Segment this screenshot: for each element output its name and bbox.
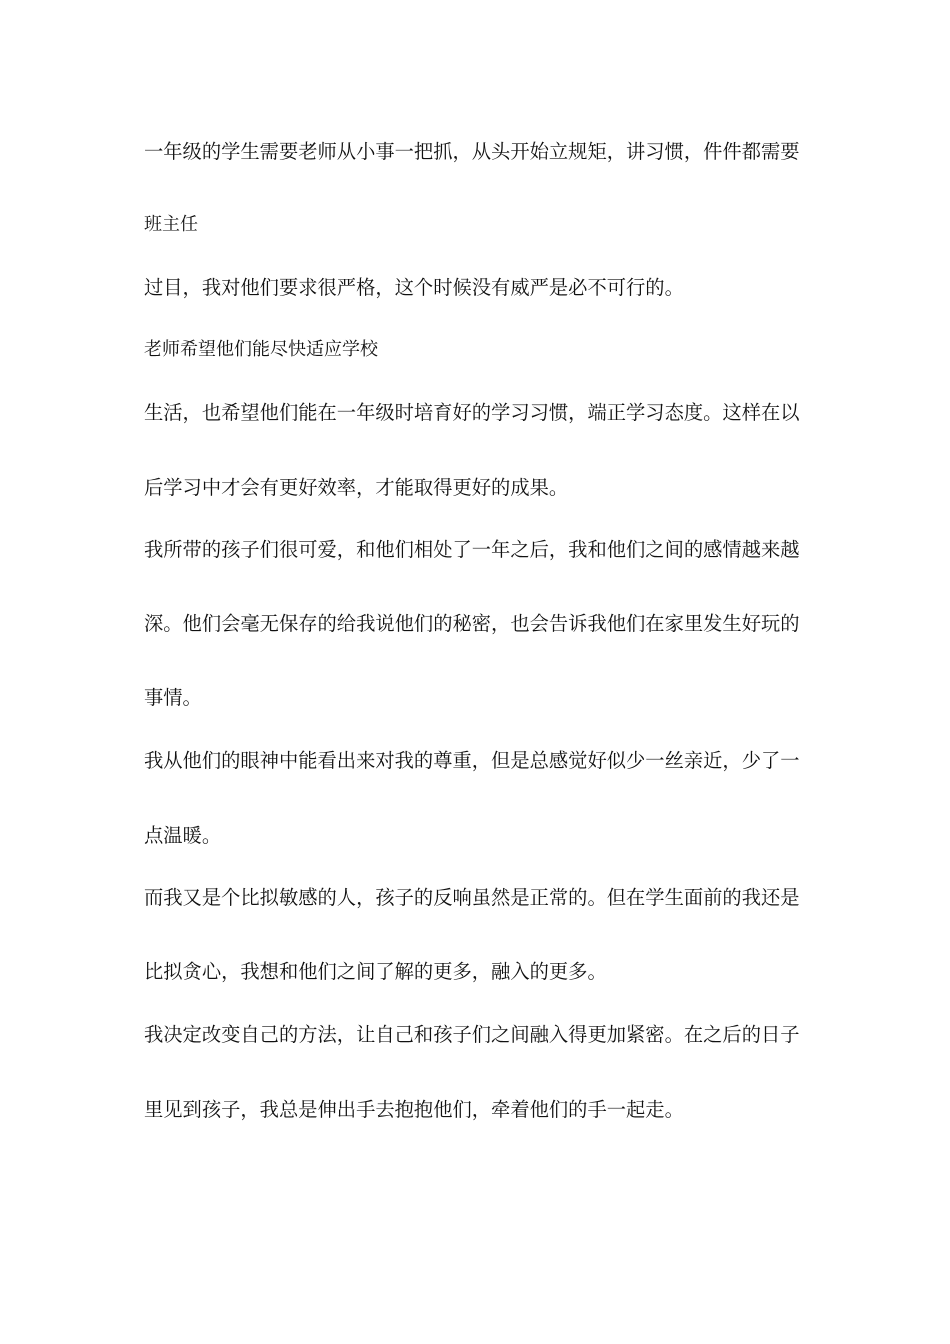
text-line-11: 点温暖。 (144, 824, 222, 847)
text-line-6: 后学习中才会有更好效率，才能取得更好的成果。 (144, 476, 569, 499)
text-line-9: 事情。 (144, 686, 202, 709)
text-line-10: 我从他们的眼神中能看出来对我的尊重，但是总感觉好似少一丝亲近，少了一 (144, 749, 800, 772)
text-line-2: 班主任 (144, 214, 198, 235)
text-line-7: 我所带的孩子们很可爱，和他们相处了一年之后，我和他们之间的感情越来越 (144, 538, 800, 561)
text-line-5: 生活，也希望他们能在一年级时培育好的学习习惯，端正学习态度。这样在以 (144, 401, 800, 424)
text-line-4: 老师希望他们能尽快适应学校 (144, 339, 378, 360)
text-line-15: 里见到孩子，我总是伸出手去抱抱他们，牵着他们的手一起走。 (144, 1098, 684, 1121)
text-line-12: 而我又是个比拟敏感的人，孩子的反响虽然是正常的。但在学生面前的我还是 (144, 886, 800, 909)
text-line-1: 一年级的学生需要老师从小事一把抓，从头开始立规矩，讲习惯，件件都需要 (144, 140, 800, 163)
text-line-3: 过目，我对他们要求很严格，这个时候没有威严是必不可行的。 (144, 276, 684, 299)
text-line-13: 比拟贪心，我想和他们之间了解的更多，融入的更多。 (144, 960, 607, 983)
text-line-8: 深。他们会毫无保存的给我说他们的秘密，也会告诉我他们在家里发生好玩的 (144, 612, 800, 635)
text-line-14: 我决定改变自己的方法，让自己和孩子们之间融入得更加紧密。在之后的日子 (144, 1023, 800, 1046)
